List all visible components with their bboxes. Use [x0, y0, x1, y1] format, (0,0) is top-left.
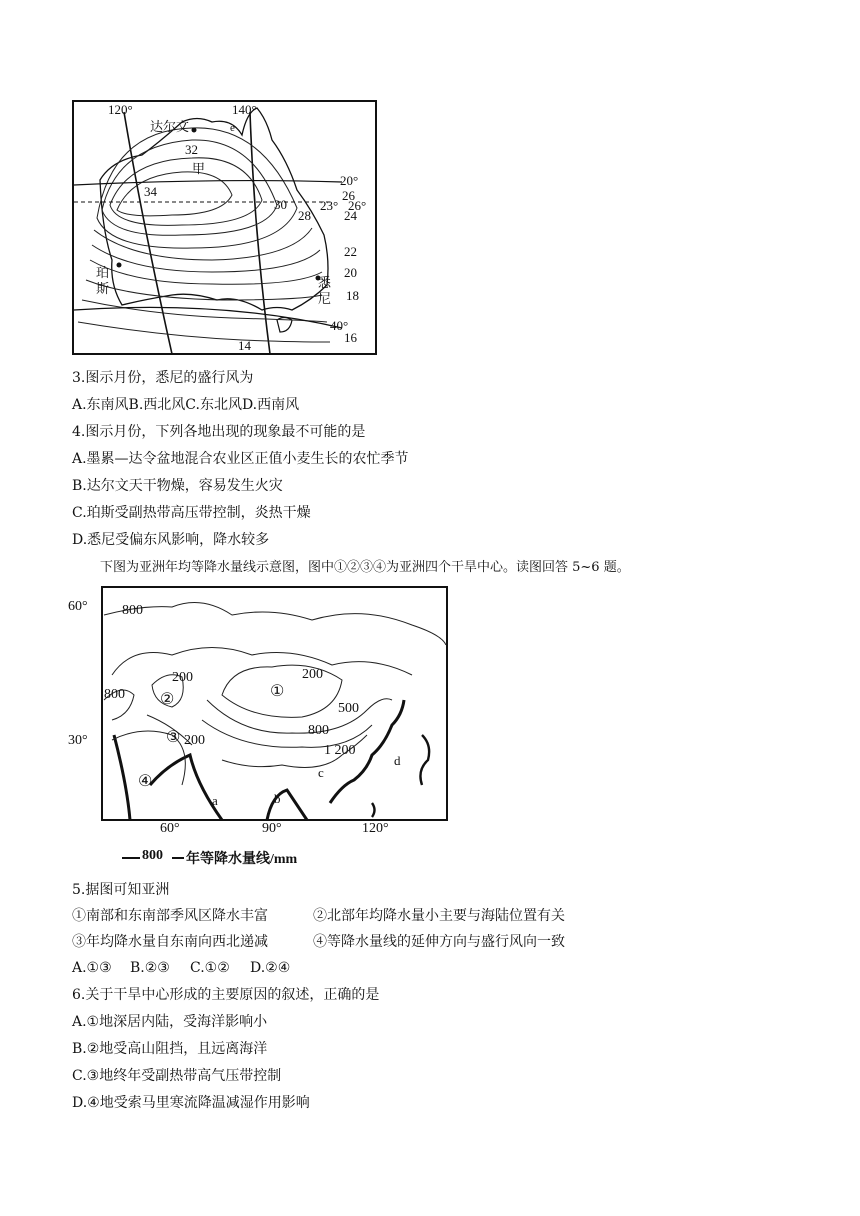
isotherm-label-30: 30	[274, 197, 287, 212]
isotherm-label-34: 34	[144, 184, 157, 199]
lat-label-23: 23°	[320, 198, 339, 213]
city-sydney-label-2: 尼	[318, 291, 332, 306]
q3-stem: 3.图示月份，悉尼的盛行风为	[72, 370, 254, 386]
letter-a: a	[212, 793, 218, 808]
isohyet-label-500: 500	[338, 701, 359, 716]
q3-options: A.东南风B.西北风C.东北风D.西南风	[72, 397, 300, 413]
drought-center-1: ①	[270, 683, 285, 700]
q6-stem: 6.关于干旱中心形成的主要原因的叙述，正确的是	[72, 987, 380, 1003]
isohyet-label-800-west: 800	[104, 687, 125, 702]
city-perth-label-2: 斯	[96, 281, 110, 296]
drought-center-4: ④	[138, 773, 153, 790]
isohyet-label-200-west: 200	[172, 670, 193, 685]
isotherm-label-18: 18	[346, 288, 359, 303]
q5-stem: 5.据图可知亚洲	[72, 882, 170, 898]
q5-option-a: A.①③	[72, 960, 112, 976]
city-darwin-label: 达尔文	[150, 119, 190, 134]
lat-label-60: 60°	[68, 599, 88, 614]
q4-option-d: D.悉尼受偏东风影响，降水较多	[72, 532, 270, 548]
region-label-jia: 甲	[192, 161, 206, 176]
q4-option-c: C.珀斯受副热带高压带控制，炎热干燥	[72, 505, 311, 521]
isotherm-label-20: 20	[344, 265, 357, 280]
q5-statement-4: ④等降水量线的延伸方向与盛行风向一致	[313, 934, 565, 950]
q5-option-b: B.②③	[130, 960, 170, 976]
legend-value: 800	[142, 848, 163, 863]
mark-e: e	[230, 122, 235, 134]
isohyet-label-1200: 1 200	[324, 743, 356, 758]
letter-c: c	[318, 765, 324, 780]
lat-label-26: 26°	[348, 198, 367, 213]
lon-label-60: 60°	[160, 821, 180, 836]
drought-center-3: ③	[166, 729, 181, 746]
city-sydney-label-1: 悉	[318, 275, 332, 290]
lon-label-90: 90°	[262, 821, 282, 836]
isohyet-label-200-center: 200	[302, 667, 323, 682]
lon-label-140: 140°	[232, 102, 257, 117]
lat-label-40: 40°	[330, 318, 349, 333]
drought-center-2: ②	[160, 691, 175, 708]
q4-stem: 4.图示月份，下列各地出现的现象最不可能的是	[72, 424, 366, 440]
q6-option-c: C.③地终年受副热带高气压带控制	[72, 1068, 282, 1084]
isotherm-label-22: 22	[344, 244, 357, 259]
q6-option-d: D.④地受索马里寒流降温减湿作用影响	[72, 1095, 310, 1111]
isohyet-label-800-east: 800	[308, 723, 329, 738]
isotherm-label-14: 14	[238, 338, 251, 353]
q6-option-b: B.②地受高山阻挡，且远离海洋	[72, 1041, 268, 1057]
isotherm-label-28: 28	[298, 208, 311, 223]
q4-option-b: B.达尔文天干物燥，容易发生火灾	[72, 478, 283, 494]
lat-label-20: 20°	[340, 173, 359, 188]
isotherm-label-24: 24	[344, 208, 357, 223]
q5-option-d: D.②④	[250, 960, 291, 976]
isotherm-label-16: 16	[344, 330, 357, 345]
isotherm-label-32: 32	[185, 142, 198, 157]
letter-b: b	[274, 791, 281, 806]
letter-d: d	[394, 753, 401, 768]
q5-option-c: C.①②	[190, 960, 230, 976]
q6-option-a: A.①地深居内陆，受海洋影响小	[72, 1014, 268, 1030]
legend-text: 年等降水量线/mm	[186, 852, 298, 867]
lat-label-30: 30°	[68, 733, 88, 748]
intro-text: 下图为亚洲年均等降水量线示意图，图中①②③④为亚洲四个干旱中心。读图回答 5~6 题。	[100, 560, 630, 575]
q5-statement-3: ③年均降水量自东南向西北递减	[72, 934, 268, 950]
lon-label-120: 120°	[108, 102, 133, 117]
city-perth-label-1: 珀	[96, 265, 110, 280]
isotherm-label-26: 26	[342, 188, 355, 203]
q5-statement-1: ①南部和东南部季风区降水丰富	[72, 908, 268, 924]
q5-statement-2: ②北部年均降水量小主要与海陆位置有关	[313, 908, 565, 924]
isohyet-label-800-north: 800	[122, 603, 143, 618]
lon-label-120: 120°	[362, 821, 389, 836]
isohyet-label-200-south: 200	[184, 733, 205, 748]
q4-option-a: A.墨累—达令盆地混合农业区正值小麦生长的农忙季节	[72, 451, 409, 467]
